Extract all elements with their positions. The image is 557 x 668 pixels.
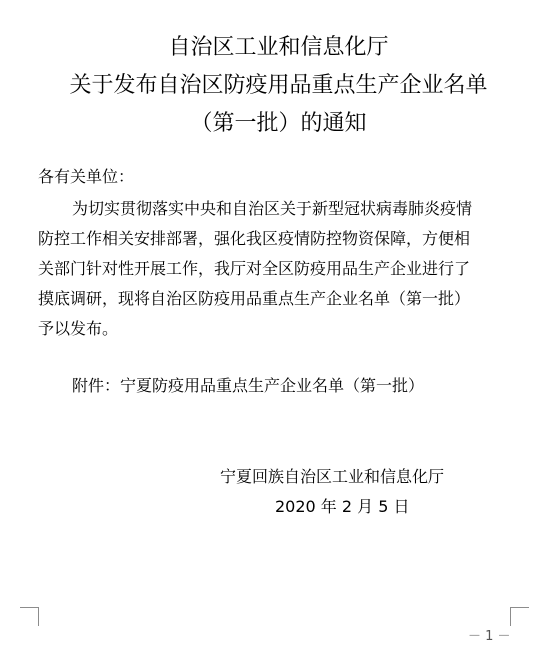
body-line-3: 关部门针对性开展工作，我厅对全区防疫用品生产企业进行了	[38, 259, 471, 278]
title-line-2: 关于发布自治区防疫用品重点生产企业名单	[69, 73, 488, 98]
title-line-1: 自治区工业和信息化厅	[168, 35, 389, 60]
body-line-5: 予以发布。	[38, 319, 119, 338]
page-number: － 1 －	[468, 629, 511, 644]
body-line-4: 摸底调研，现将自治区防疫用品重点生产企业名单（第一批）	[38, 289, 471, 308]
attachment-line: 附件：宁夏防疫用品重点生产企业名单（第一批）	[72, 376, 425, 395]
margin-corner-mark-left	[20, 607, 39, 626]
title-line-3: （第一批）的通知	[190, 111, 367, 136]
body-line-1: 为切实贯彻落实中央和自治区关于新型冠状病毒肺炎疫情	[72, 199, 473, 218]
margin-corner-mark-right	[510, 607, 529, 626]
signature-organization: 宁夏回族自治区工业和信息化厅	[220, 467, 445, 486]
salutation: 各有关单位：	[38, 167, 135, 186]
body-line-2: 防控工作相关安排部署，强化我区疫情防控物资保障，方便相	[38, 229, 471, 248]
signature-date: 2020 年 2 月 5 日	[275, 497, 410, 516]
